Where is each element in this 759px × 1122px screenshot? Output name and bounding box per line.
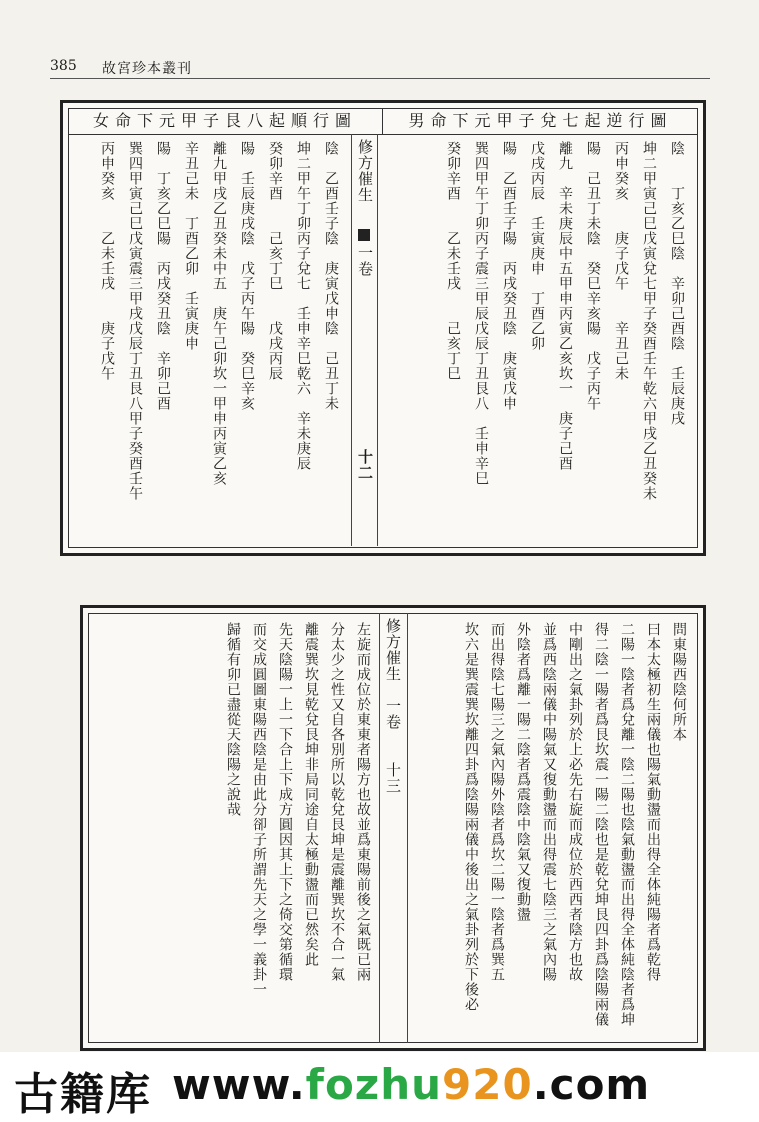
- center-fold-rule-right: [407, 613, 408, 1043]
- center-fold-rule-left: [351, 134, 352, 546]
- page-number: 385: [50, 58, 77, 74]
- text-column: 外陰者爲離一陽二陰者爲震陰中陰氣又復動盪: [515, 622, 531, 922]
- text-column: 離震巽坎見乾兌艮坤非局同途自太極動盪而已然矣此: [303, 622, 319, 967]
- text-column: 得二陰一陽者爲艮坎震一陽二陰也是乾兌坤艮四卦爲陰陽兩儀: [593, 622, 609, 1027]
- text-column: 離九甲戌乙丑癸未中五 庚午己卯坎一甲申丙寅乙亥: [211, 141, 227, 486]
- url-suffix: .com: [532, 1060, 651, 1109]
- text-column: 癸卯辛酉 乙未壬戌 己亥丁巳: [445, 141, 461, 381]
- text-column: 丙申癸亥 庚子戊午 辛丑己未: [613, 141, 629, 381]
- folio-volume: 一卷: [356, 245, 374, 277]
- text-column: 戊戌丙辰 壬寅庚申 丁酉乙卯: [529, 141, 545, 351]
- series-title: 故宮珍本叢刊: [102, 61, 192, 77]
- text-column: 陽 乙酉壬子陽 丙戌癸丑陰 庚寅戊申: [501, 141, 517, 411]
- url-green-part: fozhu: [305, 1060, 443, 1109]
- text-column: 問東陽西陰何所本: [671, 622, 687, 742]
- text-column: 先天陰陽一上一下合上下成方圓因其上下之倚交第循環: [277, 622, 293, 982]
- text-column: 癸卯辛酉 己亥丁巳 戊戌丙辰: [267, 141, 283, 381]
- page-header: [50, 58, 710, 80]
- text-column: 辛丑己未 丁酉乙卯 壬寅庚申: [183, 141, 199, 351]
- text-column: 陰 乙酉壬子陰 庚寅戊申陰 己丑丁未: [323, 141, 339, 411]
- text-column: 坎六是巽震巽坎離四卦爲陰陽兩儀中後出之氣卦列於下後必: [463, 622, 479, 1012]
- text-column: 歸循有卯已盡從天陰陽之說哉: [225, 622, 241, 817]
- text-column: 二陽一陰者爲兌離一陰二陽也陰氣動盪而出得全体純陰者爲坤: [619, 622, 635, 1027]
- center-fold-rule-right: [377, 134, 378, 546]
- text-column: 陽 己丑丁未陰 癸巳辛亥陽 戊子丙午: [585, 141, 601, 411]
- text-column: 坤二甲午丁卯丙子兌七 壬申辛巳乾六 辛未庚辰: [295, 141, 311, 471]
- top-page-scan: [60, 100, 706, 556]
- text-column: 而交成圓圖東陽西陰是由此分卻子所謂先天之學一義卦一: [251, 622, 267, 997]
- text-column: 分太少之性又自各別所以乾兌艮坤是震離巽坎不合一氣: [329, 622, 345, 982]
- male-chart-title: 男命下元甲子兌七起逆行圖: [382, 108, 698, 134]
- text-column: 並爲西陰兩儀中陽氣又復動盪而出得震七陰三之氣內陽: [541, 622, 557, 982]
- bottom-page-scan: [80, 605, 706, 1051]
- text-column: 巽四甲午丁卯丙子震三甲辰戊辰丁丑艮八 壬申辛巳: [473, 141, 489, 486]
- text-column: 陽 丁亥乙巳陽 丙戌癸丑陰 辛卯己酉: [155, 141, 171, 411]
- text-column: 曰本太極初生兩儀也陽氣動盪而出得全体純陽者爲乾得: [645, 622, 661, 982]
- female-chart-title: 女命下元甲子艮八起順行圖: [92, 111, 357, 130]
- text-column: 離九 辛未庚辰中五甲申丙寅乙亥坎一 庚子己酉: [557, 141, 573, 471]
- folio-page-number: 十二: [356, 449, 374, 481]
- url-prefix: www.: [172, 1060, 306, 1109]
- site-url[interactable]: [172, 1060, 650, 1109]
- folio-mark: 修方催生 一卷 十三: [384, 618, 402, 794]
- text-column: 而出得陰七陽三之氣內陽外陰者爲坎二陽一陰者爲巽五: [489, 622, 505, 982]
- chart-banner: [68, 108, 698, 135]
- watermark-footer: [0, 1052, 759, 1122]
- text-column: 坤二甲寅己巳戊寅兌七甲子癸酉壬午乾六甲戌乙丑癸未: [641, 141, 657, 501]
- text-column: 陰 丁亥乙巳陰 辛卯己酉陰 壬辰庚戌: [669, 141, 685, 426]
- header-rule: [50, 78, 710, 79]
- text-column: 巽四甲寅己巳戊寅震三甲戌戊辰丁丑艮八甲子癸酉壬午: [127, 141, 143, 501]
- text-column: 中剛出之氣卦列於上必先右旋而成位於西西者陰方也故: [567, 622, 583, 982]
- url-orange-part: 920: [442, 1060, 533, 1109]
- folio-mark: 修方催生: [356, 139, 374, 203]
- text-column: 丙申癸亥 乙未壬戌 庚子戊午: [99, 141, 115, 381]
- fish-tail-mark: [358, 229, 370, 241]
- center-fold-rule-left: [379, 613, 380, 1043]
- text-column: 左旋而成位於東東者陽方也故並爲東陽前後之氣既已兩: [355, 622, 371, 982]
- site-brand: 古籍库: [14, 1069, 152, 1120]
- text-column: 陽 壬辰庚戌陰 戊子丙午陽 癸巳辛亥: [239, 141, 255, 411]
